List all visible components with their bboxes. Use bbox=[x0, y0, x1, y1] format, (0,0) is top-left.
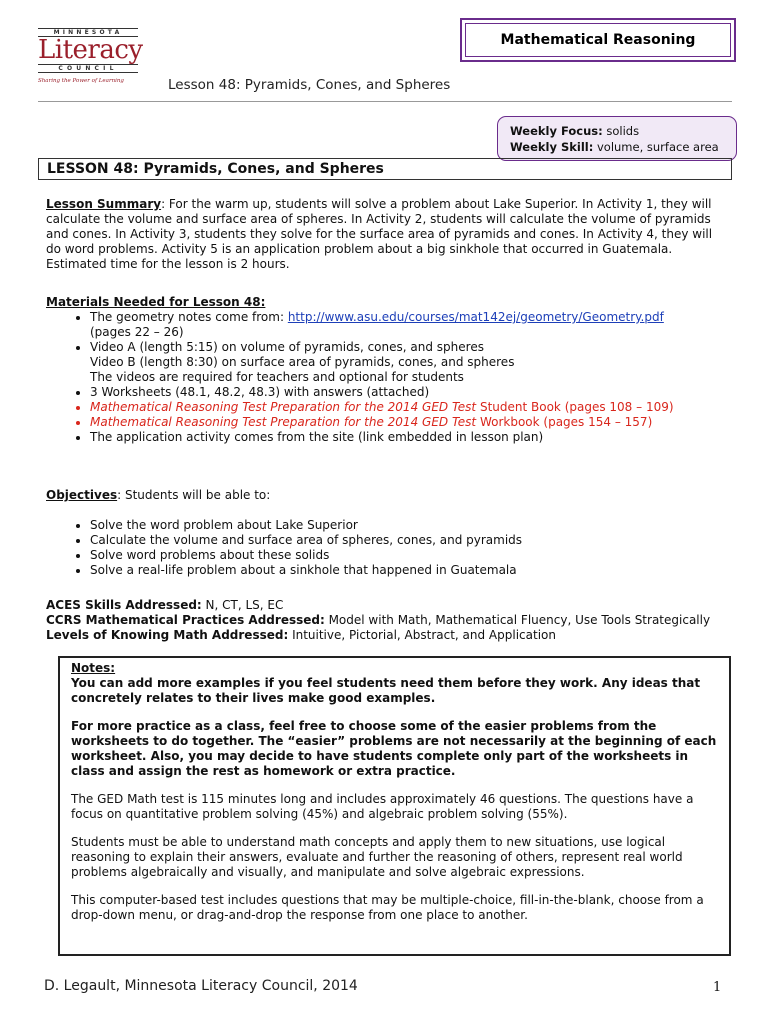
materials-label: Materials Needed for Lesson 48: bbox=[46, 295, 266, 309]
objectives-section bbox=[46, 518, 726, 578]
lesson-title: LESSON 48: Pyramids, Cones, and Spheres bbox=[38, 158, 732, 180]
footer-credit: D. Legault, Minnesota Literacy Council, 2014 bbox=[44, 978, 358, 994]
aces-skills: ACES Skills Addressed: N, CT, LS, EC bbox=[46, 598, 284, 612]
materials-section bbox=[46, 295, 726, 445]
notes-paragraph: You can add more examples if you feel students need them before they work. Any ideas that concretely relates to their lives make good examples. bbox=[71, 676, 701, 705]
list-item: • Solve word problems about these solids bbox=[90, 548, 726, 563]
ccrs-practices: CCRS Mathematical Practices Addressed: Model with Math, Mathematical Fluency, Use Tools Strategically bbox=[46, 613, 711, 627]
geometry-notes-link[interactable]: http://www.asu.edu/courses/mat142ej/geometry/Geometry.pdf bbox=[287, 310, 664, 324]
materials-list bbox=[46, 310, 726, 445]
notes-box bbox=[58, 656, 731, 956]
header-divider bbox=[38, 101, 732, 102]
list-item: • Mathematical Reasoning Test Preparation for the 2014 GED Test Workbook (pages 154 – 157) bbox=[90, 415, 726, 430]
list-item: • Video A (length 5:15) on volume of pyramids, cones, and spheres Video B (length 8:30) on surface area of pyramids, cones, and spheres The videos are required for teachers and optional for students bbox=[90, 340, 726, 385]
list-item: • Mathematical Reasoning Test Preparation for the 2014 GED Test Student Book (pages 108 – 109) bbox=[90, 400, 726, 415]
notes-paragraph: For more practice as a class, feel free to choose some of the easier problems from the worksheets to do together. The “easier” problems are not necessarily at the beginning of each worksheet. Also, you may decide to have students complete only part of the worksheets in class and assign the rest as homework or extra practice. bbox=[71, 719, 717, 778]
list-item: • The geometry notes come from: http://www.asu.edu/courses/mat142ej/geometry/Geometry.pdf (pages 22 – 26) bbox=[90, 310, 726, 340]
skills-section bbox=[46, 598, 726, 643]
levels-of-knowing: Levels of Knowing Math Addressed: Intuitive, Pictorial, Abstract, and Application bbox=[46, 628, 556, 642]
notes-paragraph: This computer-based test includes questions that may be multiple-choice, fill-in-the-blank, choose from a drop-down menu, or drag-and-drop the response from one place to another. bbox=[71, 893, 704, 922]
weekly-skill: Weekly Skill: volume, surface area bbox=[510, 140, 719, 154]
notes-paragraph: Students must be able to understand math concepts and apply them to new situations, use logical reasoning to explain their answers, evaluate and further the reasoning of others, represent real world problems algebraically and visually, and manipulate and solve algebraic expressions. bbox=[71, 835, 683, 879]
list-item: • Solve the word problem about Lake Superior bbox=[90, 518, 726, 533]
subject-box bbox=[460, 18, 736, 62]
page-number: 1 bbox=[713, 980, 722, 995]
objectives-label: Objectives: Students will be able to: bbox=[46, 488, 271, 502]
weekly-box bbox=[497, 116, 737, 161]
weekly-focus: Weekly Focus: solids bbox=[510, 124, 640, 138]
logo-council: COUNCIL bbox=[38, 64, 138, 73]
list-item: • 3 Worksheets (48.1, 48.2, 48.3) with answers (attached) bbox=[90, 385, 726, 400]
lesson-summary: Lesson Summary: For the warm up, students will solve a problem about Lake Superior. In Activity 1, they will calculate the volume and surface area of spheres. In Activity 2, students will calculate the volume of pyramids and cones. In Activity 3, students they solve for the surface area of pyramids and cones. In Activity 4, they will do word problems. Activity 5 is an application problem about a big sinkhole that occurred in Guatemala. Estimated time for the lesson is 2 hours. bbox=[46, 197, 713, 271]
notes-heading: Notes: bbox=[71, 661, 116, 675]
logo-wordmark: Literacy bbox=[38, 35, 143, 65]
list-item: • The application activity comes from the site (link embedded in lesson plan) bbox=[90, 430, 726, 445]
logo-state: MINNESOTA bbox=[38, 28, 138, 37]
list-item: • Solve a real-life problem about a sinkhole that happened in Guatemala bbox=[90, 563, 726, 578]
lesson-header: Lesson 48: Pyramids, Cones, and Spheres bbox=[168, 77, 451, 93]
subject-title: Mathematical Reasoning bbox=[465, 23, 731, 57]
logo bbox=[38, 28, 143, 94]
notes-paragraph: The GED Math test is 115 minutes long and includes approximately 46 questions. The questions have a focus on quantitative problem solving (45%) and algebraic problem solving (55%). bbox=[71, 792, 694, 821]
list-item: • Calculate the volume and surface area of spheres, cones, and pyramids bbox=[90, 533, 726, 548]
logo-tagline: Sharing the Power of Learning bbox=[38, 78, 124, 84]
objectives-list bbox=[46, 518, 726, 578]
